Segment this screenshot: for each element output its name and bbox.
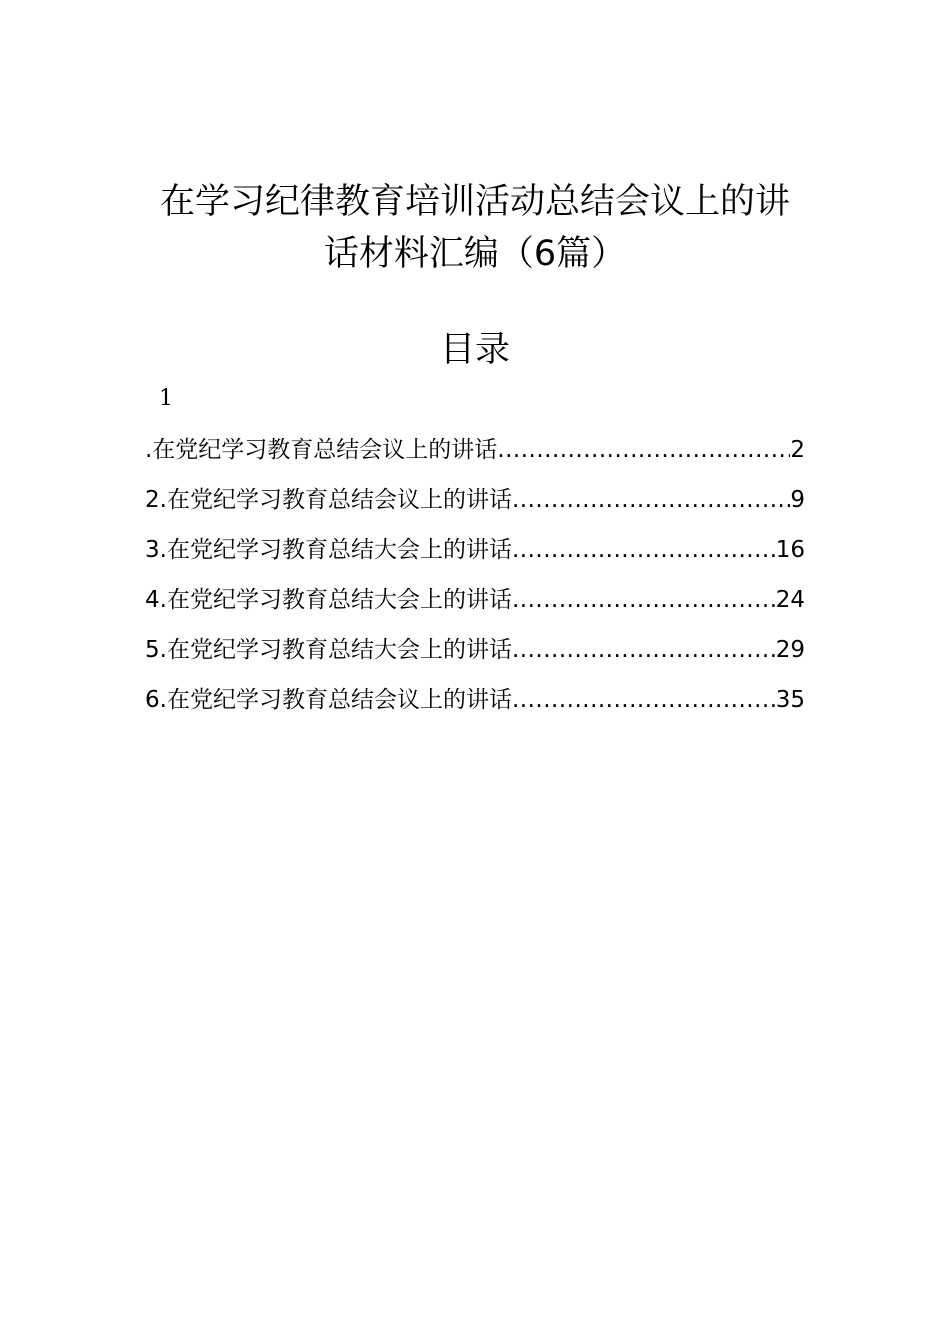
toc-dot-leader <box>512 478 790 522</box>
toc-entry-page: 9 <box>790 487 805 513</box>
toc-entry-label: 2.在党纪学习教育总结会议上的讲话 <box>145 487 512 513</box>
toc-dot-leader <box>512 528 776 572</box>
toc-entry-label: 3.在党纪学习教育总结大会上的讲话 <box>145 537 512 563</box>
toc-entry-3[interactable] <box>145 528 805 578</box>
toc-dot-leader <box>512 628 776 672</box>
toc-entry-4[interactable] <box>145 578 805 628</box>
toc-entry-page: 24 <box>775 587 805 613</box>
toc-entry-2[interactable] <box>145 478 805 528</box>
toc-entry-label: 5.在党纪学习教育总结大会上的讲话 <box>145 637 512 663</box>
toc-entry-label: 6.在党纪学习教育总结会议上的讲话 <box>145 687 512 713</box>
document-title-line-2: 话材料汇编（6篇） <box>323 234 627 274</box>
toc-dot-leader <box>497 428 790 472</box>
table-of-contents <box>145 428 805 728</box>
toc-entry-5[interactable] <box>145 628 805 678</box>
toc-dot-leader <box>512 578 776 622</box>
document-title <box>140 176 810 280</box>
toc-entry-page: 29 <box>775 637 805 663</box>
toc-entry-page: 16 <box>775 537 805 563</box>
toc-entry-label: 4.在党纪学习教育总结大会上的讲话 <box>145 587 512 613</box>
toc-entry-label: .在党纪学习教育总结会议上的讲话 <box>145 437 498 463</box>
document-title-line-1: 在学习纪律教育培训活动总结会议上的讲 <box>159 182 790 222</box>
toc-stray-number: 1 <box>159 386 173 411</box>
toc-entry-page: 35 <box>775 687 805 713</box>
toc-heading: 目录 <box>439 330 510 370</box>
toc-entry-page: 2 <box>790 437 805 463</box>
toc-entry-6[interactable] <box>145 678 805 728</box>
toc-dot-leader <box>512 678 776 722</box>
toc-entry-1[interactable] <box>145 428 805 478</box>
